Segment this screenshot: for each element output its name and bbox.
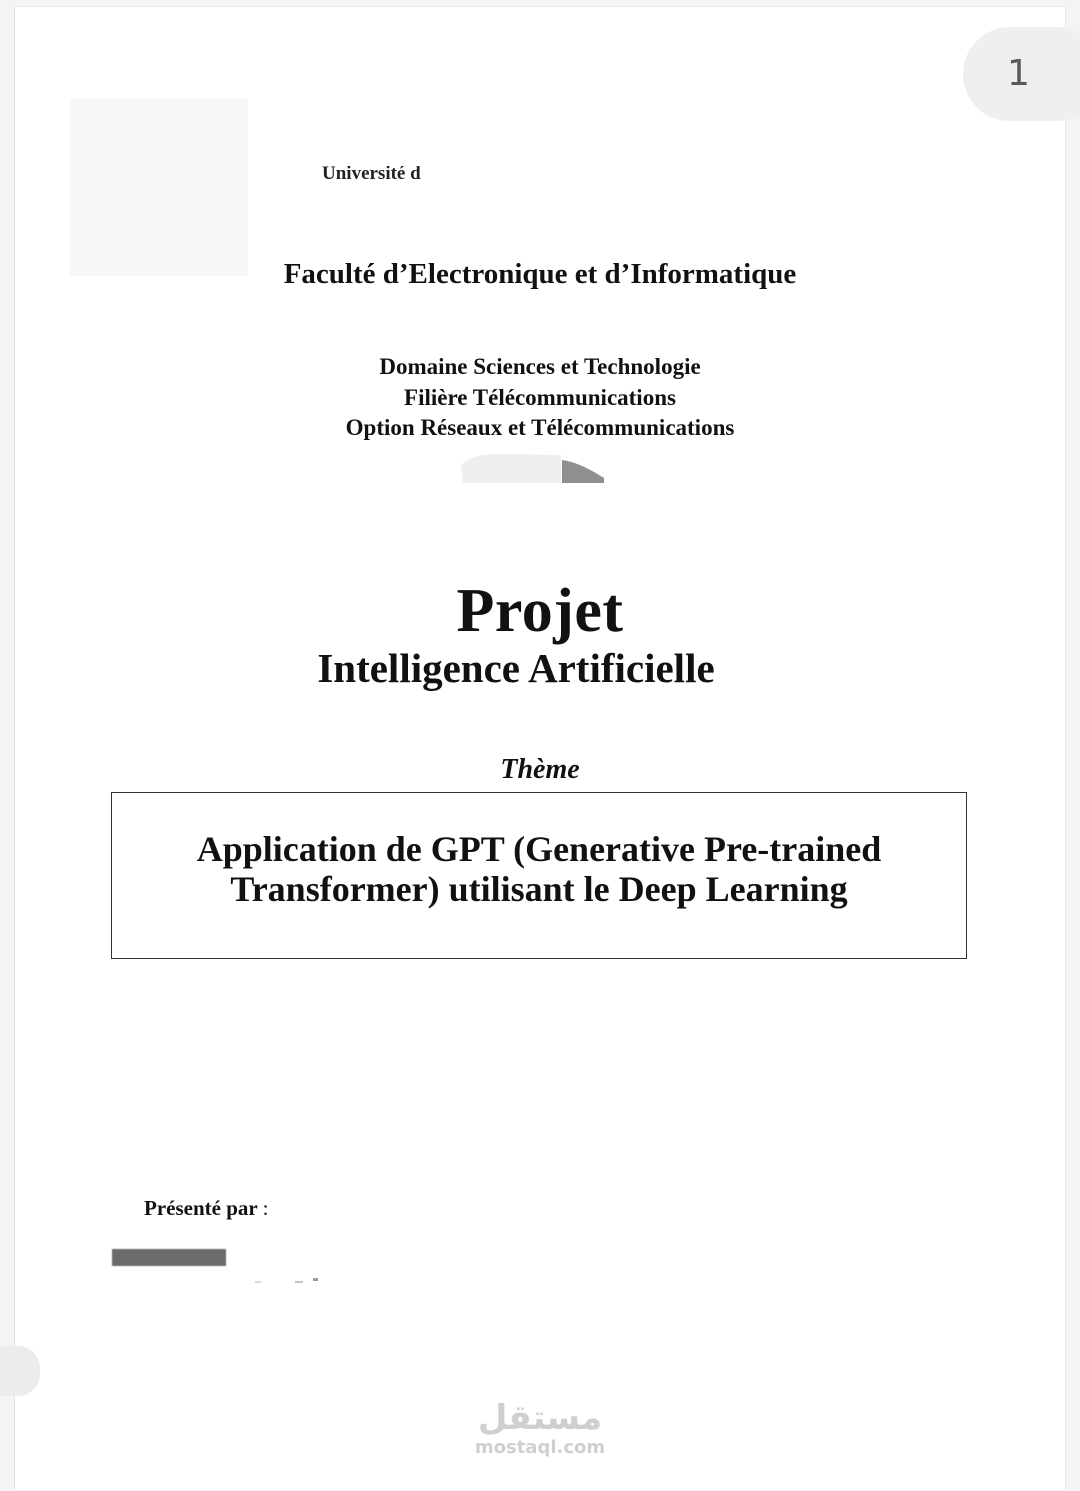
presented-by-colon: : bbox=[262, 1196, 269, 1220]
faculty-name: Faculté d’Electronique et d’Informatique bbox=[283, 258, 797, 290]
theme-title bbox=[112, 829, 966, 909]
program-block bbox=[0, 352, 1080, 444]
watermark-latin: mostaql.com bbox=[474, 1437, 606, 1458]
option-line: Option Réseaux et Télécommunications bbox=[345, 415, 735, 440]
theme-label: Thème bbox=[500, 754, 580, 785]
page-number: 1 bbox=[1007, 53, 1030, 94]
university-logo-placeholder bbox=[70, 98, 248, 276]
project-subject: Intelligence Artificielle bbox=[317, 645, 715, 691]
presented-by-label: Présenté par bbox=[144, 1196, 258, 1220]
theme-title-line2: Transformer) utilisant le Deep Learning bbox=[230, 869, 848, 909]
presented-by bbox=[144, 1196, 268, 1221]
filiere-line: Filière Télécommunications bbox=[404, 384, 676, 410]
redacted-mark bbox=[461, 452, 604, 483]
redacted-name bbox=[112, 1249, 226, 1266]
theme-box bbox=[111, 792, 967, 959]
page-number-badge[interactable] bbox=[963, 27, 1080, 121]
side-handle[interactable] bbox=[0, 1346, 40, 1396]
mostaql-watermark bbox=[462, 1398, 618, 1458]
theme-title-line1: Application de GPT (Generative Pre-trained bbox=[196, 829, 882, 869]
domain-line: Domaine Sciences et Technologie bbox=[379, 354, 701, 379]
project-title: Projet bbox=[456, 577, 624, 645]
redacted-name-trail bbox=[255, 1278, 319, 1284]
watermark-arabic: مستقل bbox=[477, 1398, 603, 1438]
university-name: Université d bbox=[322, 166, 421, 184]
